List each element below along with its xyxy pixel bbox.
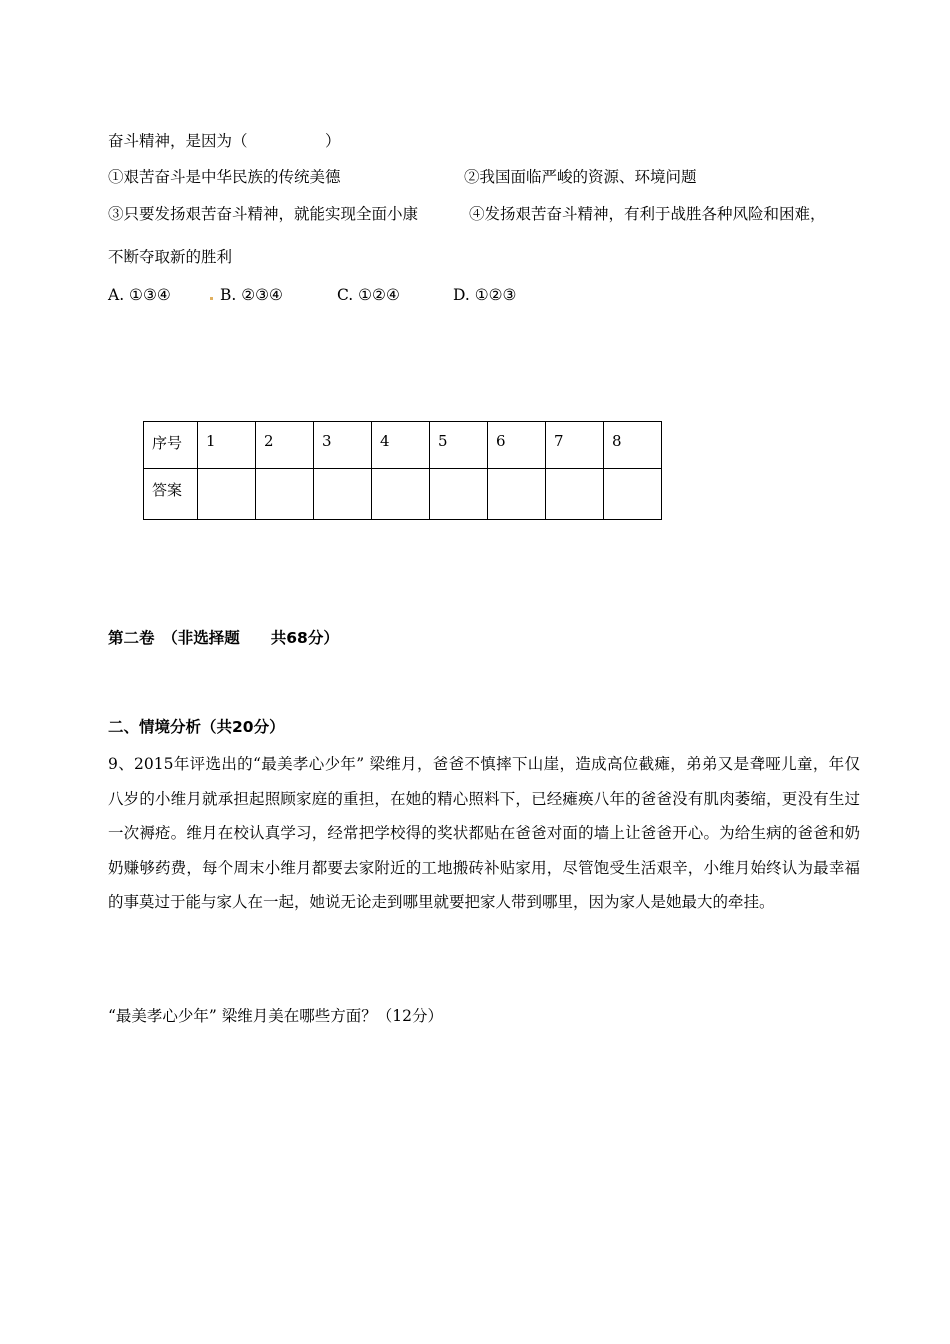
answer-table [143, 421, 662, 520]
question-number-cell: 1 [198, 422, 256, 469]
answer-cell[interactable] [546, 469, 604, 520]
part2-heading: 二、情境分析（共20分） [108, 718, 285, 736]
question-number-cell: 5 [430, 422, 488, 469]
answer-table-number-row [144, 422, 662, 469]
question-number-cell: 7 [546, 422, 604, 469]
answer-cell[interactable] [314, 469, 372, 520]
answer-cell[interactable] [372, 469, 430, 520]
question-number-cell: 6 [488, 422, 546, 469]
stray-mark [210, 297, 213, 300]
answer-cell[interactable] [430, 469, 488, 520]
section2-title: 第二卷 （非选择题 共68分） [108, 629, 339, 647]
question8-item4: ④发扬艰苦奋斗精神，有利于战胜各种风险和困难， [469, 205, 826, 223]
question-number-cell: 4 [372, 422, 430, 469]
row-label-answer: 答案 [144, 469, 198, 520]
question-number-cell: 8 [604, 422, 662, 469]
option-c: C. ①②④ [337, 286, 400, 304]
answer-cell[interactable] [198, 469, 256, 520]
answer-cell[interactable] [256, 469, 314, 520]
option-d: D. ①②③ [453, 286, 517, 304]
question9-prompt: “最美孝心少年” 梁维月美在哪些方面？（12分） [108, 1007, 443, 1025]
question-number-cell: 3 [314, 422, 372, 469]
question8-item2: ②我国面临严峻的资源、环境问题 [464, 168, 697, 186]
question8-item3: ③只要发扬艰苦奋斗精神，就能实现全面小康 [108, 205, 419, 223]
option-b: B. ②③④ [220, 286, 283, 304]
option-a: A. ①③④ [108, 286, 171, 304]
question8-stem-tail: 奋斗精神，是因为（ ） [108, 132, 341, 150]
row-label-number: 序号 [144, 422, 198, 469]
question-number-cell: 2 [256, 422, 314, 469]
answer-cell[interactable] [604, 469, 662, 520]
question9-passage: 9、2015年评选出的“最美孝心少年” 梁维月，爸爸不慎摔下山崖，造成高位截瘫，弟弟又是聋哑儿童，年仅八岁的小维月就承担起照顾家庭的重担，在她的精心照料下，已经瘫痪八年的爸爸没有肌肉萎缩，更没有生过一次褥疮。维月在校认真学习，经常把学校得的奖状都贴在爸爸对面的墙上让爸爸开心。为给生病的爸爸和奶奶赚够药费，每个周末小维月都要去家附近的工地搬砖补贴家用，尽管饱受生活艰辛，小维月始终认为最幸福的事莫过于能与家人在一起，她说无论走到哪里就要把家人带到哪里，因为家人是她最大的牵挂。 [108, 755, 860, 911]
question8-item1: ①艰苦奋斗是中华民族的传统美德 [108, 168, 341, 186]
answer-table-answer-row [144, 469, 662, 520]
answer-cell[interactable] [488, 469, 546, 520]
question8-item4-continuation: 不断夺取新的胜利 [108, 248, 233, 266]
